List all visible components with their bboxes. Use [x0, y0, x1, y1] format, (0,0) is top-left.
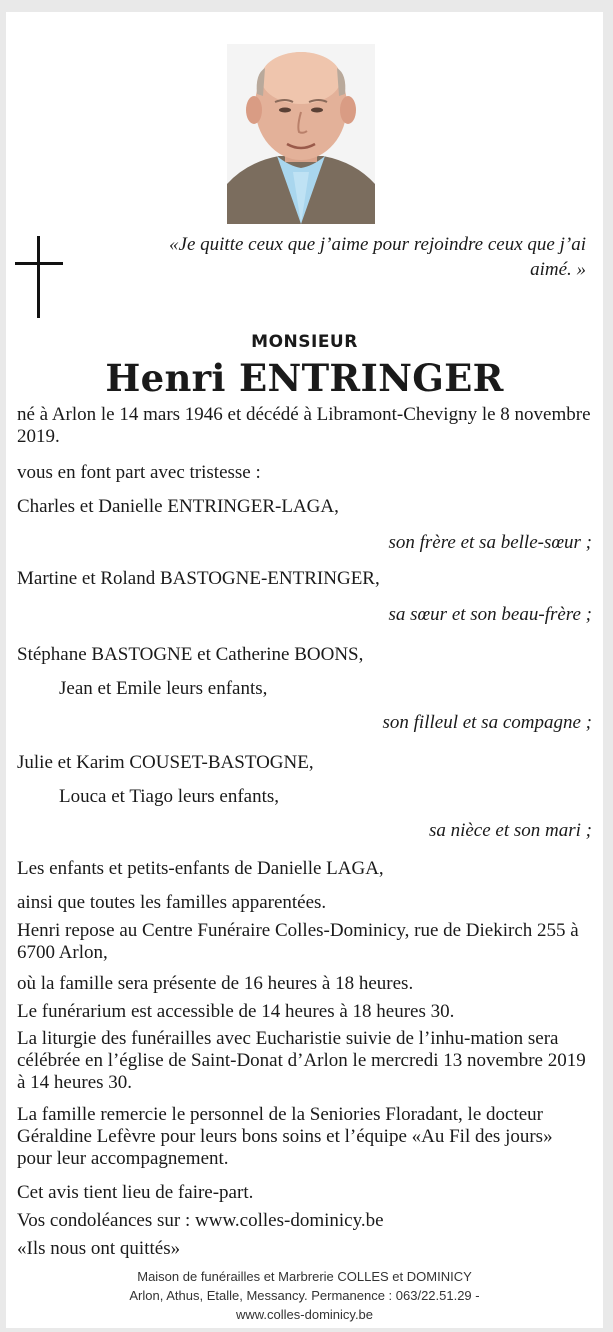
footer-line: Maison de funérailles et Marbrerie COLLES et DOMINICY: [137, 1269, 472, 1284]
cross-icon: [15, 236, 63, 318]
deceased-name: Henri ENTRINGER: [105, 356, 504, 400]
family-relation: son filleul et sa compagne ;: [382, 712, 592, 733]
intro-text: vous en font part avec tristesse :: [17, 462, 261, 483]
family-line: Les enfants et petits-enfants de Danielle LAGA,: [17, 858, 384, 879]
family-relation: sa nièce et son mari ;: [428, 820, 592, 841]
family-line: Julie et Karim COUSET-BASTOGNE,: [17, 752, 314, 773]
paragraph-rest: Henri repose au Centre Funéraire Colles-Dominicy, rue de Diekirch 255 à 6700 Arlon,: [17, 920, 579, 963]
family-children: Jean et Emile leurs enfants,: [59, 678, 268, 699]
paragraph-funerarium: Le funérarium est accessible de 14 heures à 18 heures 30.: [17, 1001, 455, 1022]
family-relation: sa sœur et son beau-frère ;: [388, 604, 592, 625]
honorific-title: MONSIEUR: [251, 332, 358, 352]
family-children: Louca et Tiago leurs enfants,: [59, 786, 280, 807]
paragraph-notice: Cet avis tient lieu de faire-part.: [17, 1182, 254, 1203]
footer-link[interactable]: www.colles-dominicy.be: [235, 1307, 374, 1322]
portrait-photo: [227, 44, 375, 224]
paragraph-visit: où la famille sera présente de 16 heures à 18 heures.: [17, 973, 414, 994]
birth-death-text: né à Arlon le 14 mars 1946 et décédé à Libramont-Chevigny le 8 novembre 2019.: [17, 404, 591, 447]
family-line: Stéphane BASTOGNE et Catherine BOONS,: [17, 644, 364, 665]
footer-line: Arlon, Athus, Etalle, Messancy. Permanence : 063/22.51.29 -: [129, 1288, 480, 1303]
portrait-illustration: [227, 44, 375, 224]
family-relation: son frère et sa belle-sœur ;: [388, 532, 592, 553]
epitaph-quote: «Je quitte ceux que j’aime pour rejoindre ceux que j’ai aimé. »: [169, 234, 586, 280]
family-line: ainsi que toutes les familles apparentées.: [17, 892, 327, 913]
paragraph-thanks: La famille remercie le personnel de la Seniories Floradant, le docteur Géraldine Lefèvre pour leurs bons soins et l’équipe «Au Fil des jours» pour leur accompagnement.: [17, 1104, 553, 1169]
family-line: Martine et Roland BASTOGNE-ENTRINGER,: [17, 568, 380, 589]
ils-nous-ont-quittes: «Ils nous ont quittés»: [17, 1238, 181, 1259]
obituary-card: [6, 12, 603, 1328]
funeral-home-footer: [6, 1267, 603, 1324]
condolences-text: Vos condoléances sur : www.colles-dominicy.be: [17, 1210, 384, 1231]
family-line: Charles et Danielle ENTRINGER-LAGA,: [17, 496, 339, 517]
paragraph-liturgy: La liturgie des funérailles avec Eucharistie suivie de l’inhu-mation sera célébrée en l’église de Saint-Donat d’Arlon le mercredi 13 novembre 2019 à 14 heures 30.: [17, 1028, 586, 1093]
